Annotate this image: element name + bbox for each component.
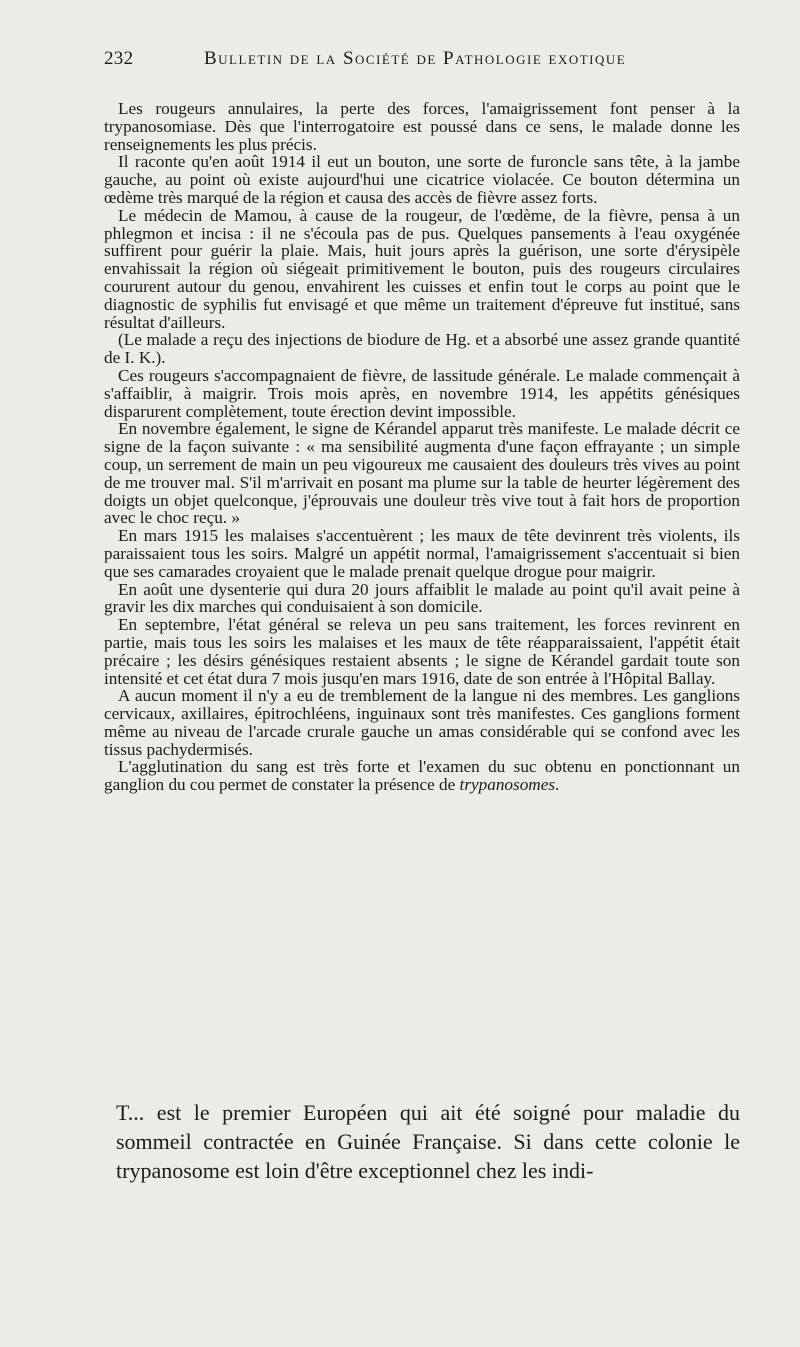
paragraph: En mars 1915 les malaises s'accentuèrent ; les maux de tête devinrent très violents, ils paraissaient tous les soirs. Malgré un appétit normal, l'amaigrissement s'accentuait si bien que ses camarades croyaient que le malade prenait quelque drogue pour maigrir. — [104, 526, 740, 581]
paragraph-end: . — [555, 775, 560, 795]
journal-title: Bulletin de la Société de Pathologie exotique — [204, 48, 627, 69]
paragraph: En novembre également, le signe de Kérandel apparut très manifeste. Le malade décrit ce signe de la façon suivante : « ma sensibilité augmenta d'une façon effrayante ; un simple coup, un serrement de main un peu vigoureux me causaient des douleurs très vives au point de me trouver mal. S'il m'arrivait en posant ma plume sur la table de heurter légèrement des doigts un objet quelconque, j'éprouvais une douleur très vive tout à fait hors de proportion avec le choc reçu. » — [104, 419, 740, 528]
paragraph-text: L'agglutination du sang est très forte et l'examen du suc obtenu en ponctionnant un ganglion du cou permet de constater la présence de — [104, 757, 740, 795]
paragraph: Ces rougeurs s'accompagnaient de fièvre, de lassitude générale. Le malade commençait à s'affaiblir, à maigrir. Trois mois après, en novembre 1914, les appétits génésiques disparurent complètement, toute érection devint impossible. — [104, 365, 740, 421]
paragraph: Les rougeurs annulaires, la perte des forces, l'amaigrissement font penser à la trypanosomiase. Dès que l'interrogatoire est poussé dans ce sens, le malade donne les renseignements les plus précis. — [104, 99, 740, 154]
paragraph — [104, 758, 740, 794]
large-type-section — [116, 1098, 740, 1185]
article-body — [104, 100, 740, 794]
paragraph: A aucun moment il n'y a eu de tremblement de la langue ni des membres. Les ganglions cervicaux, axillaires, épitrochléens, inguinaux sont très manifestes. Ces ganglions forment même au niveau de l'arcade crurale gauche un amas considérable qui se confond avec les tissus pachydermisés. — [104, 686, 740, 759]
paragraph: En septembre, l'état général se releva un peu sans traitement, les forces revinrent en partie, mais tous les soirs les malaises et les maux de tête réapparaissaient, l'appétit était précaire ; les désirs génésiques restaient absents ; le signe de Kérandel gardait toute son intensité et cet état dura 7 mois jusqu'en mars 1916, date de son entrée à l'Hôpital Ballay. — [104, 615, 740, 688]
italic-term: trypanosomes — [459, 775, 556, 795]
page-header — [104, 48, 744, 84]
paragraph: Il raconte qu'en août 1914 il eut un bouton, une sorte de furoncle sans tête, à la jambe gauche, au point où existe aujourd'hui une cicatrice violacée. Ce bouton détermina un œdème très marqué de la région et causa des accès de fièvre assez forts. — [104, 152, 740, 207]
paragraph: (Le malade a reçu des injections de biodure de Hg. et a absorbé une assez grande quantité de I. K.). — [104, 330, 740, 368]
paragraph: Le médecin de Mamou, à cause de la rougeur, de l'œdème, de la fièvre, pensa à un phlegmon et incisa : il ne s'écoula pas de pus. Quelques pansements à l'eau oxygénée suffirent pour guérir la plaie. Mais, huit jours après la guérison, une sorte d'érysipèle envahissait la région où siégeait primitivement le bouton, puis des rougeurs circulaires coururent autour du genou, envahirent les cuisses et enfin tout le corps au point que le diagnostic de syphilis fut envisagé et que même un traitement d'épreuve fut institué, sans résultat d'ailleurs. — [104, 205, 740, 332]
page-number: 232 — [104, 48, 134, 69]
paragraph: En août une dysenterie qui dura 20 jours affaiblit le malade au point qu'il avait peine à gravir les dix marches qui conduisaient à son domicile. — [104, 579, 740, 617]
large-paragraph: T... est le premier Européen qui ait été soigné pour maladie du sommeil contractée en Guinée Française. Si dans cette colonie le trypanosome est loin d'être exceptionnel chez les indi- — [116, 1100, 740, 1183]
